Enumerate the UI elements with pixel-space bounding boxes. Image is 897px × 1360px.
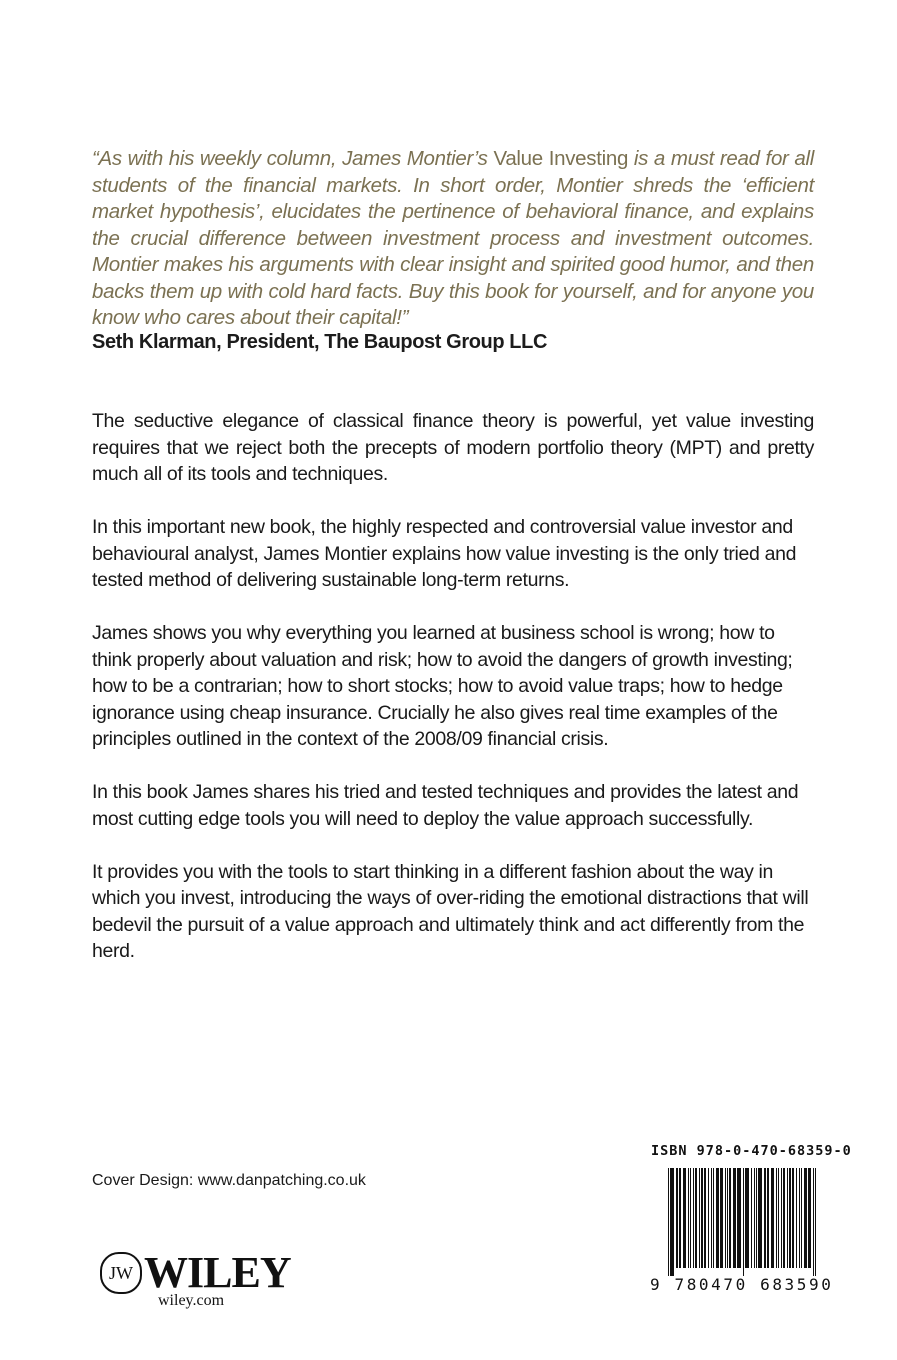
- quote-attribution: Seth Klarman, President, The Baupost Group LLC: [92, 331, 547, 353]
- barcode-bar: [743, 1168, 744, 1276]
- barcode-bar: [688, 1168, 689, 1268]
- barcode-bar: [804, 1168, 807, 1268]
- barcode-bar: [699, 1168, 700, 1268]
- barcode-bar: [781, 1168, 782, 1268]
- barcode-bar: [701, 1168, 703, 1268]
- barcode-bar: [676, 1168, 678, 1268]
- barcode-bar: [799, 1168, 800, 1268]
- quote-text-start: “As with his weekly column, James Montier’s: [92, 147, 494, 170]
- barcode-bar: [783, 1168, 785, 1268]
- barcode-bar: [737, 1168, 741, 1268]
- barcode-bar: [670, 1168, 674, 1276]
- barcode-bar: [690, 1168, 691, 1268]
- publisher-url: wiley.com: [158, 1292, 225, 1309]
- barcode-bar: [789, 1168, 791, 1268]
- barcode-bar: [704, 1168, 706, 1268]
- barcode-bar: [711, 1168, 712, 1268]
- barcode-bar: [808, 1168, 811, 1268]
- barcode-bar: [792, 1168, 794, 1268]
- barcode-bar: [754, 1168, 755, 1268]
- barcode-bar: [668, 1168, 669, 1276]
- isbn-label: ISBN 978-0-470-68359-0: [651, 1143, 852, 1159]
- book-description: [92, 408, 814, 991]
- publisher-name: WILEY: [144, 1248, 291, 1297]
- barcode-bar: [815, 1168, 816, 1276]
- description-paragraph: It provides you with the tools to start thinking in a different fashion about the way in which you invest, introducing the ways of over-riding the emotional distractions that will bedevil the pursuit of a value approach and ultimately think and act differently from the herd.: [92, 860, 809, 962]
- barcode-bar: [733, 1168, 736, 1268]
- barcode-bar: [727, 1168, 728, 1268]
- description-paragraph: James shows you why everything you learned at business school is wrong; how to think properly about valuation and risk; how to avoid the dangers of growth investing; how to be a contrarian; how to short stocks; how to avoid value traps; how to hedge ignorance using cheap insurance. Crucially he also gives real time examples of the principles outlined in the context of the 2008/09 financial crisis.: [92, 622, 793, 750]
- barcode-bar: [767, 1168, 769, 1268]
- description-paragraph: In this important new book, the highly respected and controversial value investor and behavioural analyst, James Montier explains how value investing is the only tried and tested method of delivering sustainable long-term returns.: [92, 516, 797, 591]
- barcode-bar: [713, 1168, 714, 1268]
- barcode-bar: [771, 1168, 774, 1268]
- barcode-bar: [725, 1168, 726, 1268]
- barcode-bar: [695, 1168, 697, 1268]
- barcode-bar: [813, 1168, 814, 1276]
- barcode-bar: [708, 1168, 709, 1268]
- publisher-logo: [100, 1248, 291, 1297]
- barcode-bar: [751, 1168, 752, 1268]
- barcode-bar: [758, 1168, 762, 1268]
- barcode-bar: [720, 1168, 723, 1268]
- quote-text-end: is a must read for all students of the financial markets. In short order, Montier shreds the ‘efficient market hypothesis’, elucidates the pertinence of behavioral finance, and explains the crucial difference between investment process and investment outcomes. Montier makes his arguments with clear insight and spirited good humor, and then backs them up with cold hard facts. Buy this book for yourself, and for anyone you know who cares about their capital!”: [92, 147, 815, 329]
- barcode-bar: [778, 1168, 779, 1268]
- barcode-icon: [668, 1168, 816, 1276]
- description-paragraph: The seductive elegance of classical finance theory is powerful, yet value investing requires that we reject both the precepts of modern portfolio theory (MPT) and pretty much all of its tools and techniques.: [92, 410, 814, 485]
- book-title: Value Investing: [493, 147, 629, 170]
- barcode-bar: [745, 1168, 749, 1268]
- barcode-bar: [693, 1168, 694, 1268]
- barcode-bar: [801, 1168, 802, 1268]
- wiley-emblem-icon: JW: [100, 1252, 142, 1294]
- barcode-bar: [756, 1168, 757, 1268]
- cover-design-credit: Cover Design: www.danpatching.co.uk: [92, 1172, 366, 1189]
- barcode-bar: [683, 1168, 686, 1268]
- barcode-digits: 9 780470 683590: [650, 1275, 834, 1294]
- barcode-bar: [787, 1168, 788, 1268]
- barcode-bar: [776, 1168, 777, 1268]
- barcode-bar: [679, 1168, 681, 1268]
- description-paragraph: In this book James shares his tried and tested techniques and provides the latest and most cutting edge tools you will need to deploy the value approach successfully.: [92, 781, 799, 830]
- endorsement-quote: [92, 146, 814, 332]
- barcode-bar: [729, 1168, 731, 1268]
- barcode-bar: [796, 1168, 797, 1268]
- barcode-bar: [764, 1168, 766, 1268]
- barcode-bar: [716, 1168, 719, 1268]
